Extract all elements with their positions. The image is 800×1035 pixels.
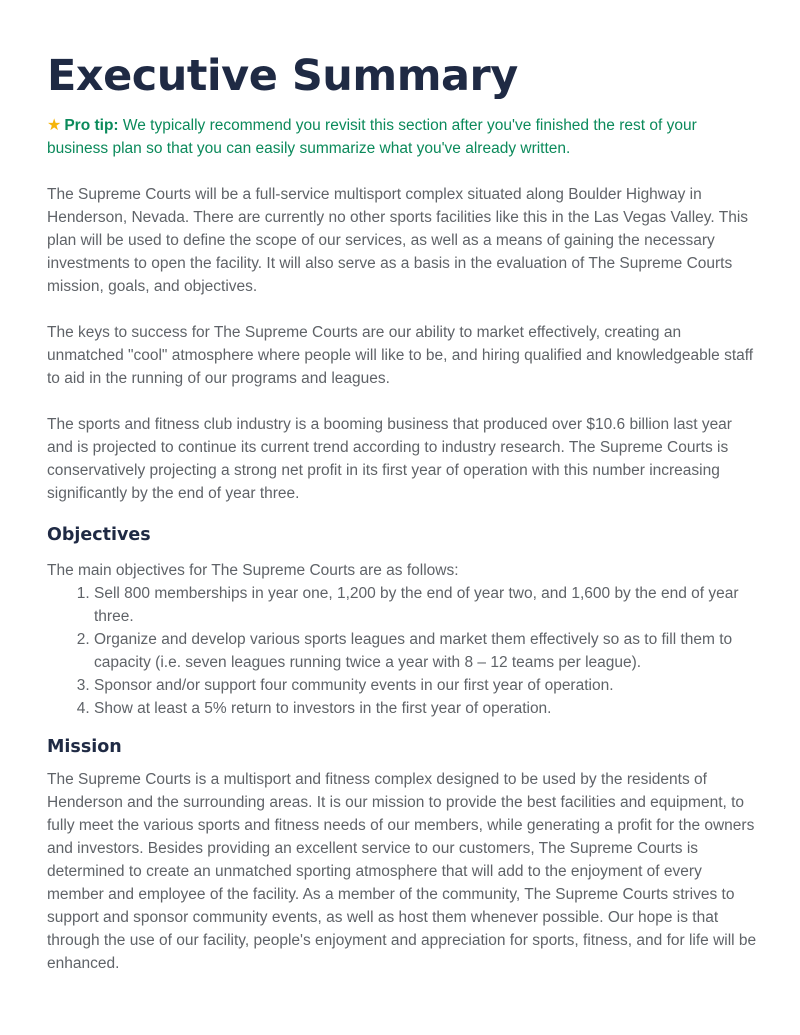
objectives-heading: Objectives [47,525,151,545]
mission-paragraph: The Supreme Courts is a multisport and fitness complex designed to be used by the residents of Henderson and the surrounding areas. It is our mission to provide the best facilities and equipment, to fully meet the various sports and fitness needs of our members, while generating a profit for the owners and investors. Besides providing an excellent service to our customers, The Supreme Courts is determined to create an unmatched sporting atmosphere that will add to the enjoyment of every member and employee of the facility. As a member of the community, The Supreme Courts strives to support and sponsor community events, as well as host them whenever possible. Our hope is that through the use of our facility, people's enjoyment and appreciation for sports, fitness, and for life will be enhanced. [47,771,757,972]
pro-tip-text: We typically recommend you revisit this section after you've finished the rest of your business plan so that you can easily summarize what you've already written. [47,117,697,157]
pro-tip [47,114,762,160]
objective-item: 3. Sponsor and/or support four community events in our first year of operation. [94,674,762,697]
intro-paragraph-3: The sports and fitness club industry is a booming business that produced over $10.6 billion last year and is projected to continue its current trend according to industry research. The Supreme Courts is conservatively projecting a strong net profit in its first year of operation with this number increasing significantly by the end of year three. [47,416,732,502]
document-page [47,44,762,975]
objectives-intro: The main objectives for The Supreme Courts are as follows: [47,562,459,579]
intro-paragraph-2: The keys to success for The Supreme Courts are our ability to market effectively, creating an unmatched "cool" atmosphere where people will like to be, and hiring qualified and knowledgeable staff to aid in the running of our programs and leagues. [47,324,754,387]
intro-paragraph-1: The Supreme Courts will be a full-service multisport complex situated along Boulder Highway in Henderson, Nevada. There are currently no other sports facilities like this in the Las Vegas Valley. This plan will be used to define the scope of our services, as well as a means of gaining the necessary investments to open the facility. It will also serve as a basis in the evaluation of The Supreme Courts mission, goals, and objectives. [47,186,749,295]
star-icon: ★ [47,117,62,134]
page-title: Executive Summary [47,51,518,101]
objective-item: 2. Organize and develop various sports leagues and market them effectively so as to fill them to capacity (i.e. seven leagues running twice a year with 8 – 12 teams per league). [94,628,762,674]
pro-tip-label: Pro tip: [64,117,119,134]
objectives-list [47,582,762,720]
objective-item: 4. Show at least a 5% return to investors in the first year of operation. [94,697,762,720]
objective-item: 1. Sell 800 memberships in year one, 1,200 by the end of year two, and 1,600 by the end of year three. [94,582,762,628]
mission-heading: Mission [47,737,122,757]
